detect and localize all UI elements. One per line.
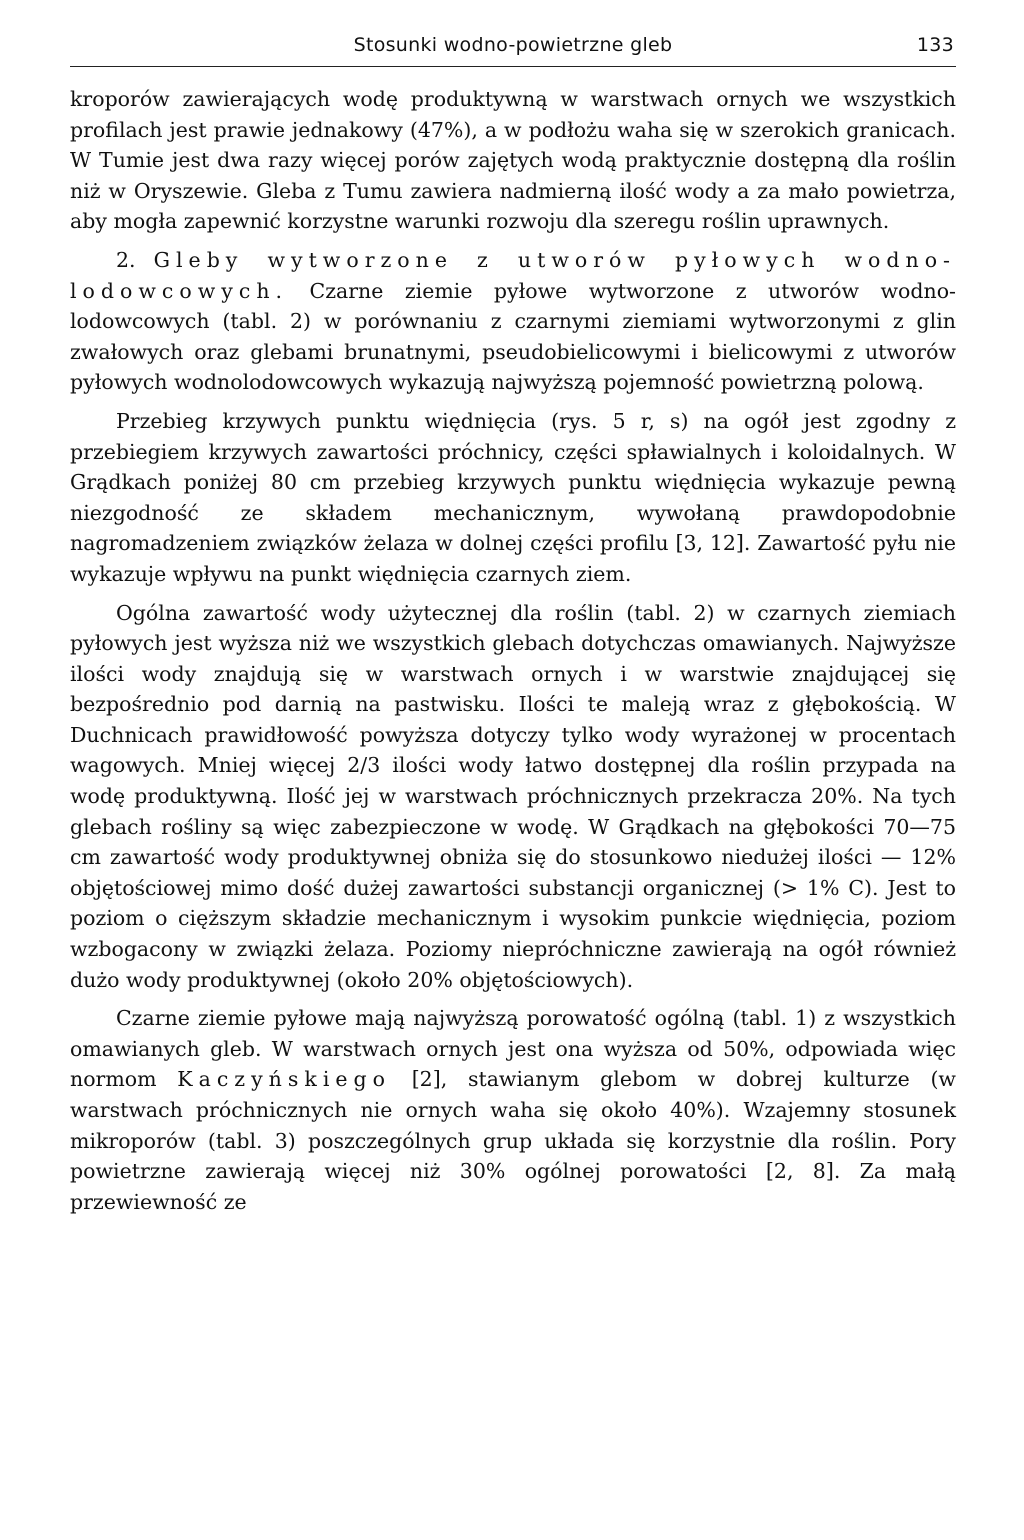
paragraph-1: kroporów zawierających wodę produktywną w warstwach ornych we wszystkich profilach jest prawie jednakowy (47%), a w podłożu waha się w szerokich granicach. W Tumie jest dwa razy więcej porów zajętych wodą praktycznie dostępną dla roślin niż w Oryszewie. Gleba z Tumu zawiera nadmierną ilość wody a za mało powietrza, aby mogła zapewnić korzystne warunki rozwoju dla szeregu roślin uprawnych. <box>70 87 956 234</box>
page-number: 133 <box>916 34 954 56</box>
body-text <box>70 84 956 1225</box>
paragraph-5-text-a: Czarne ziemie pyłowe mają najwyższą porowatość ogólną (tabl. 1) z wszystkich omawianych gleb. W warstwach ornych jest ona wyższa od 50%, odpowiada więc normom <box>70 1006 956 1092</box>
running-header <box>70 34 956 60</box>
document-page <box>70 0 956 1540</box>
section-heading: Gleby wytworzone z utworów pyłowych wodno-lodowcowych. <box>70 247 956 303</box>
paragraph-5-text-b: [2], stawianym glebom w dobrej kulturze (w warstwach próchnicznych nie ornych waha się około 40%). Wzajemny stosunek mikroporów (tabl. 3) poszczególnych grup układa się korzystnie dla roślin. Pory powietrzne zawierają więcej niż 30% ogólnej porowatości [2, 8]. Za małą przewiewność ze <box>70 1067 956 1214</box>
paragraph-2-text: Czarne ziemie pyłowe wytworzone z utworów wodno-lodowcowych (tabl. 2) w porównaniu z czarnymi ziemiami wytworzonymi z glin zwałowych oraz glebami brunatnymi, pseudobielicowymi i bielicowymi z utworów pyłowych wodnolodowcowych wykazują najwyższą pojemność powietrzną polową. <box>70 278 956 395</box>
header-rule <box>70 66 956 67</box>
section-number: 2. <box>116 247 136 272</box>
paragraph-2 <box>70 245 956 398</box>
paragraph-5 <box>70 1003 956 1217</box>
paragraph-3: Przebieg krzywych punktu więdnięcia (rys. 5 r, s) na ogół jest zgodny z przebiegiem krzywych zawartości próchnicy, części spławialnych i koloidalnych. W Grądkach poniżej 80 cm przebieg krzywych punktu więdnięcia wykazuje pewną niezgodność ze składem mechanicznym, wywołaną prawdopodobnie nagromadzeniem związków żelaza w dolnej części profilu [3, 12]. Zawartość pyłu nie wykazuje wpływu na punkt więdnięcia czarnych ziem. <box>70 408 956 586</box>
running-title: Stosunki wodno-powietrzne gleb <box>353 34 673 56</box>
paragraph-4: Ogólna zawartość wody użytecznej dla roślin (tabl. 2) w czarnych ziemiach pyłowych jest wyższa niż we wszystkich glebach dotychczas omawianych. Najwyższe ilości wody znajdują się w warstwach ornych i w warstwie znajdującej się bezpośrednio pod darnią na pastwisku. Ilości te maleją wraz z głębokością. W Duchnicach prawidłowość powyższa dotyczy tylko wody wyrażonej w procentach wagowych. Mniej więcej 2/3 ilości wody łatwo dostępnej dla roślin przypada na wodę produktywną. Ilość jej w warstwach próchnicznych przekracza 20%. Na tych glebach rośliny są więc zabezpieczone w wodę. W Grądkach na głębokości 70—75 cm zawartość wody produktywnej obniża się do stosunkowo niedużej ilości — 12% objętościowej mimo dość dużej zawartości substancji organicznej (> 1% C). Jest to poziom o cięższym składzie mechanicznym i wysokim punkcie więdnięcia, poziom wzbogacony w związki żelaza. Poziomy niepróchniczne zawierają na ogół również dużo wody produktywnej (około 20% objętościowych). <box>70 600 956 992</box>
author-name: Kaczyńskiego <box>177 1067 391 1092</box>
